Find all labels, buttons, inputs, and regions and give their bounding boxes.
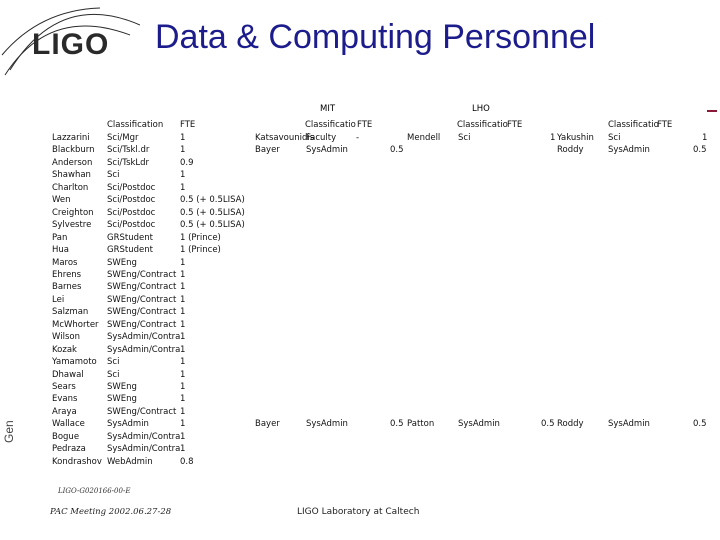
llo-name: Yakushin	[557, 133, 594, 143]
person-name: Kozak	[52, 344, 77, 355]
person-classification: SWEng	[107, 382, 137, 392]
person-fte: 1	[180, 182, 186, 193]
mit-fte: 0.5	[390, 145, 404, 155]
person-fte: 1	[180, 282, 186, 293]
person-fte: 1	[180, 257, 186, 268]
person-name: Ehrens	[52, 269, 82, 280]
llo-name: Roddy	[557, 419, 584, 429]
person-fte: 1	[180, 444, 186, 455]
llo-fte: 0.5	[693, 145, 707, 155]
person-classification: SWEng/Contract	[107, 319, 177, 330]
person-name: Blackburn	[52, 145, 95, 156]
document-number: LIGO-G020166-00-E	[58, 487, 131, 495]
person-name: Bogue	[52, 431, 80, 442]
mit-name: Bayer	[255, 419, 280, 429]
side-label: Gen	[2, 420, 16, 443]
mit-fte: 0.5	[390, 419, 404, 429]
person-name: Sears	[52, 382, 76, 392]
person-fte: 0.5 (+ 0.5LISA)	[180, 195, 245, 206]
person-fte: 1	[180, 170, 186, 181]
llo-fte: 1	[702, 133, 708, 143]
llo-classification: SysAdmin	[608, 145, 650, 155]
llo-fte-header: FTE	[657, 120, 673, 130]
page-title: Data & Computing Personnel	[155, 18, 596, 56]
person-fte: 1	[180, 431, 186, 442]
person-fte: 0.9	[180, 157, 194, 168]
lho-fte-header: FTE	[507, 120, 523, 130]
mit-classification: Faculty	[306, 133, 337, 143]
person-classification: SWEng/Contract	[107, 269, 177, 280]
meeting-footer: PAC Meeting 2002.06.27-28	[50, 507, 172, 517]
accent-dash	[707, 110, 717, 112]
lab-footer: LIGO Laboratory at Caltech	[297, 507, 420, 517]
person-fte: 1	[180, 145, 186, 156]
person-name: Lazzarini	[52, 133, 90, 143]
person-classification: Sci/TskLdr	[107, 157, 150, 168]
person-classification: SWEng	[107, 257, 137, 268]
person-classification: Sci/Postdoc	[107, 207, 156, 218]
llo-classification: SysAdmin	[608, 419, 650, 429]
person-name: Shawhan	[52, 170, 91, 181]
person-classification: Sci	[107, 369, 120, 380]
mit-fte: -	[356, 133, 360, 143]
person-fte: 1	[180, 394, 186, 405]
person-name: Kondrashov	[52, 456, 102, 467]
person-classification: Sci	[107, 170, 120, 181]
person-classification: WebAdmin	[107, 456, 153, 467]
person-name: Creighton	[52, 207, 94, 218]
person-classification: Sci/Postdoc	[107, 195, 156, 206]
person-classification: Sci/Mgr	[107, 133, 139, 143]
person-classification: GRStudent	[107, 245, 153, 256]
lho-site-header: LHO	[472, 104, 490, 114]
person-name: Dhawal	[52, 369, 84, 380]
person-name: Hua	[52, 245, 69, 256]
mit-classification: SysAdmin	[306, 419, 348, 429]
person-classification: SysAdmin/Contra	[107, 444, 181, 455]
person-name: Wallace	[52, 419, 85, 430]
llo-name: Roddy	[557, 145, 584, 155]
person-fte: 1	[180, 419, 186, 430]
person-fte: 1	[180, 319, 186, 330]
person-name: Charlton	[52, 182, 89, 193]
person-fte: 1	[180, 307, 186, 318]
person-classification: SWEng/Contract	[107, 294, 177, 305]
person-classification: GRStudent	[107, 232, 153, 243]
lho-classification: SysAdmin	[458, 419, 500, 429]
person-name: Wen	[52, 195, 71, 206]
person-fte: 0.8	[180, 456, 194, 467]
person-fte: 1	[180, 133, 186, 143]
person-fte: 1	[180, 294, 186, 305]
person-classification: SWEng/Contract	[107, 406, 177, 417]
mit-classification: SysAdmin	[306, 145, 348, 155]
person-name: Pan	[52, 232, 68, 243]
person-classification: SysAdmin	[107, 419, 149, 430]
lho-name: Patton	[407, 419, 435, 429]
person-name: Lei	[52, 294, 65, 305]
mit-name: Katsavounidis	[255, 133, 315, 143]
person-name: Yamamoto	[52, 357, 97, 368]
person-fte: 1	[180, 382, 186, 392]
main-fte-header: FTE	[180, 120, 196, 130]
person-classification: SysAdmin/Contra	[107, 332, 181, 343]
lho-classification: Sci	[458, 133, 471, 143]
person-fte: 1 (Prince)	[180, 245, 221, 256]
person-name: Barnes	[52, 282, 82, 293]
mit-site-header: MIT	[320, 104, 336, 114]
lho-name: Mendell	[407, 133, 441, 143]
main-classification-header: Classification	[107, 120, 164, 130]
llo-classification: Sci	[608, 133, 621, 143]
lho-fte: 1	[550, 133, 556, 143]
person-fte: 1 (Prince)	[180, 232, 221, 243]
person-classification: Sci/Postdoc	[107, 182, 156, 193]
person-name: McWhorter	[52, 319, 99, 330]
person-fte: 1	[180, 344, 186, 355]
person-classification: SWEng/Contract	[107, 282, 177, 293]
person-fte: 0.5 (+ 0.5LISA)	[180, 220, 245, 231]
lho-classification-header: Classificatio	[457, 120, 508, 130]
person-name: Pedraza	[52, 444, 86, 455]
person-classification: Sci/Postdoc	[107, 220, 156, 231]
person-name: Salzman	[52, 307, 89, 318]
lho-fte: 0.5	[541, 419, 555, 429]
person-fte: 1	[180, 406, 186, 417]
person-fte: 1	[180, 332, 186, 343]
person-fte: 1	[180, 369, 186, 380]
person-fte: 0.5 (+ 0.5LISA)	[180, 207, 245, 218]
mit-fte-header: FTE	[357, 120, 373, 130]
person-name: Evans	[52, 394, 78, 405]
mit-classification-header: Classificatio	[305, 120, 356, 130]
person-classification: Sci	[107, 357, 120, 368]
person-name: Anderson	[52, 157, 93, 168]
person-classification: Sci/Tskl.dr	[107, 145, 150, 156]
person-fte: 1	[180, 357, 186, 368]
person-name: Maros	[52, 257, 78, 268]
mit-name: Bayer	[255, 145, 280, 155]
llo-fte: 0.5	[693, 419, 707, 429]
person-classification: SysAdmin/Contra	[107, 431, 181, 442]
llo-classification-header: Classificatio	[608, 120, 659, 130]
person-fte: 1	[180, 269, 186, 280]
person-classification: SysAdmin/Contra	[107, 344, 181, 355]
person-name: Sylvestre	[52, 220, 92, 231]
person-classification: SWEng	[107, 394, 137, 405]
person-name: Wilson	[52, 332, 80, 343]
ligo-logo: LIGO	[32, 28, 110, 61]
person-name: Araya	[52, 406, 77, 417]
person-classification: SWEng/Contract	[107, 307, 177, 318]
